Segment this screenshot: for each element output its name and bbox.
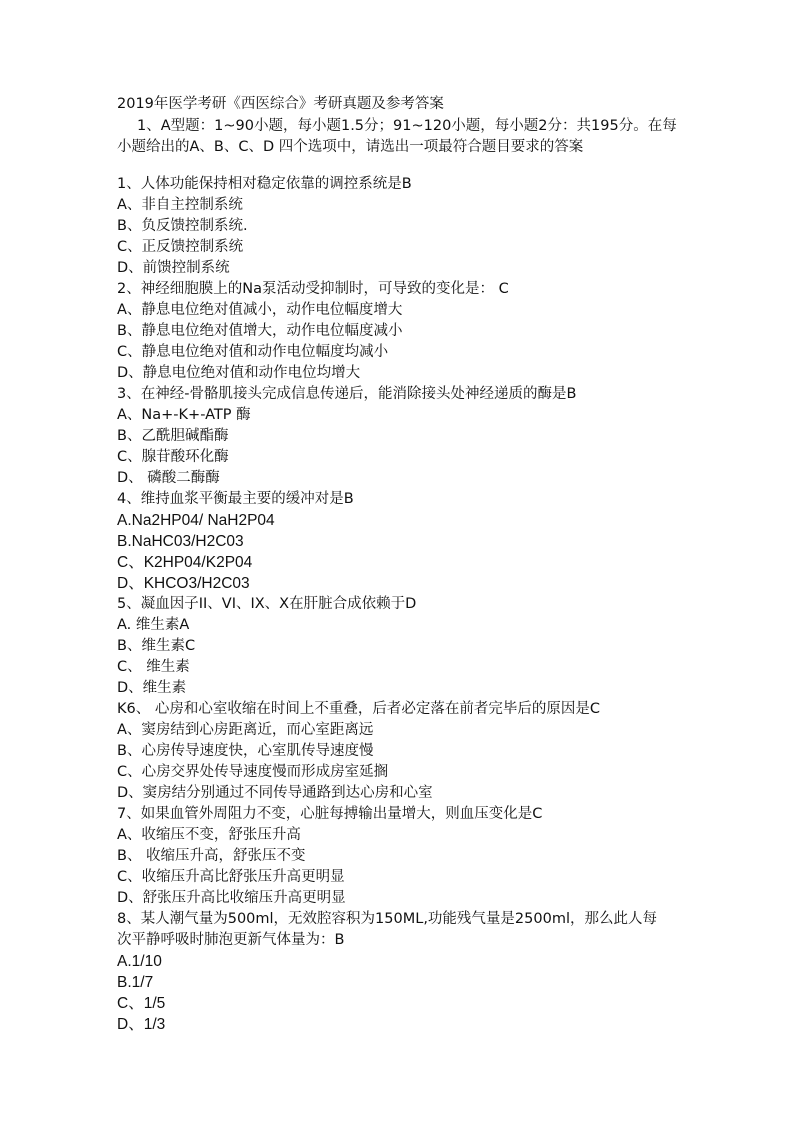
answer-option: C、静息电位绝对值和动作电位幅度均减小 [117,344,389,360]
question-stem: 次平静呼吸时肺泡更新气体量为：B [117,932,345,948]
answer-option: B、负反馈控制系统. [117,218,248,234]
document-title: 2019年医学考研《西医综合》考研真题及参考答案 [117,96,444,112]
answer-option: C、K2HP04/K2P04 [117,554,253,571]
answer-option: A、Na+-K+-ATP 酶 [117,407,251,423]
answer-option: D、KHCO3/H2C03 [117,575,250,592]
document-page [117,92,677,1035]
answer-option: B.NaHC03/H2C03 [117,533,244,550]
question [117,174,677,279]
question [117,909,677,1035]
answer-option: C、心房交界处传导速度慢而形成房室延搁 [117,764,389,780]
question-stem: 1、人体功能保持相对稳定依靠的调控系统是B [117,176,412,192]
answer-option: C、1/5 [117,995,166,1012]
instructions-line: 小题给出的A、B、C、D 四个选项中，请选出一项最符合题目要求的答案 [117,139,584,155]
answer-option: D、1/3 [117,1016,166,1033]
question-stem: 4、维持血浆平衡最主要的缓冲对是B [117,491,354,507]
question-stem: K6、 心房和心室收缩在时间上不重叠，后者必定落在前者完毕后的原因是C [117,701,600,717]
answer-option: B、维生素C [117,638,196,654]
answer-option: D、静息电位绝对值和动作电位均增大 [117,365,361,381]
answer-option: D、维生素 [117,680,187,696]
question [117,384,677,489]
blank-line [117,158,677,174]
answer-option: B、心房传导速度快，心室肌传导速度慢 [117,743,374,759]
answer-option: B、静息电位绝对值增大，动作电位幅度减小 [117,323,403,339]
answer-option: C、收缩压升高比舒张压升高更明显 [117,869,345,885]
question [117,279,677,384]
answer-option: D、窦房结分别通过不同传导通路到达心房和心室 [117,785,433,801]
question [117,489,677,594]
answer-option: D、舒张压升高比收缩压升高更明显 [117,890,346,906]
question-list [117,174,677,1035]
question-stem: 2、神经细胞膜上的Na泵活动受抑制时，可导致的变化是： C [117,281,509,297]
answer-option: D、前馈控制系统 [117,260,230,276]
question [117,594,677,699]
answer-option: C、 维生素 [117,659,190,675]
answer-option: A、静息电位绝对值减小，动作电位幅度增大 [117,302,403,318]
question [117,699,677,804]
answer-option: A.Na2HP04/ NaH2P04 [117,512,275,529]
answer-option: A. 维生素A [117,617,190,633]
answer-option: C、腺苷酸环化酶 [117,449,229,465]
question-stem: 8、某人潮气量为500ml，无效腔容积为150ML,功能残气量是2500ml，那么此人每 [117,911,657,927]
answer-option: D、 磷酸二酶酶 [117,470,220,486]
question-stem: 3、在神经-骨骼肌接头完成信息传递后，能消除接头处神经递质的酶是B [117,386,577,402]
answer-option: A、窦房结到心房距离近，而心室距离远 [117,722,374,738]
answer-option: A、非自主控制系统 [117,197,243,213]
question-stem: 7、如果血管外周阻力不变，心脏每搏输出量增大，则血压变化是C [117,806,543,822]
question-stem: 5、凝血因子II、VI、IX、X在肝脏合成依赖于D [117,596,417,612]
answer-option: B、乙酰胆碱酯酶 [117,428,229,444]
answer-option: B.1/7 [117,974,154,991]
answer-option: C、正反馈控制系统 [117,239,244,255]
instructions-line: 1、A型题：1~90小题，每小题1.5分；91~120小题，每小题2分：共195分。在每 [137,118,677,134]
answer-option: B、 收缩压升高，舒张压不变 [117,848,306,864]
question [117,804,677,909]
answer-option: A、收缩压不变，舒张压升高 [117,827,301,843]
answer-option: A.1/10 [117,953,162,970]
